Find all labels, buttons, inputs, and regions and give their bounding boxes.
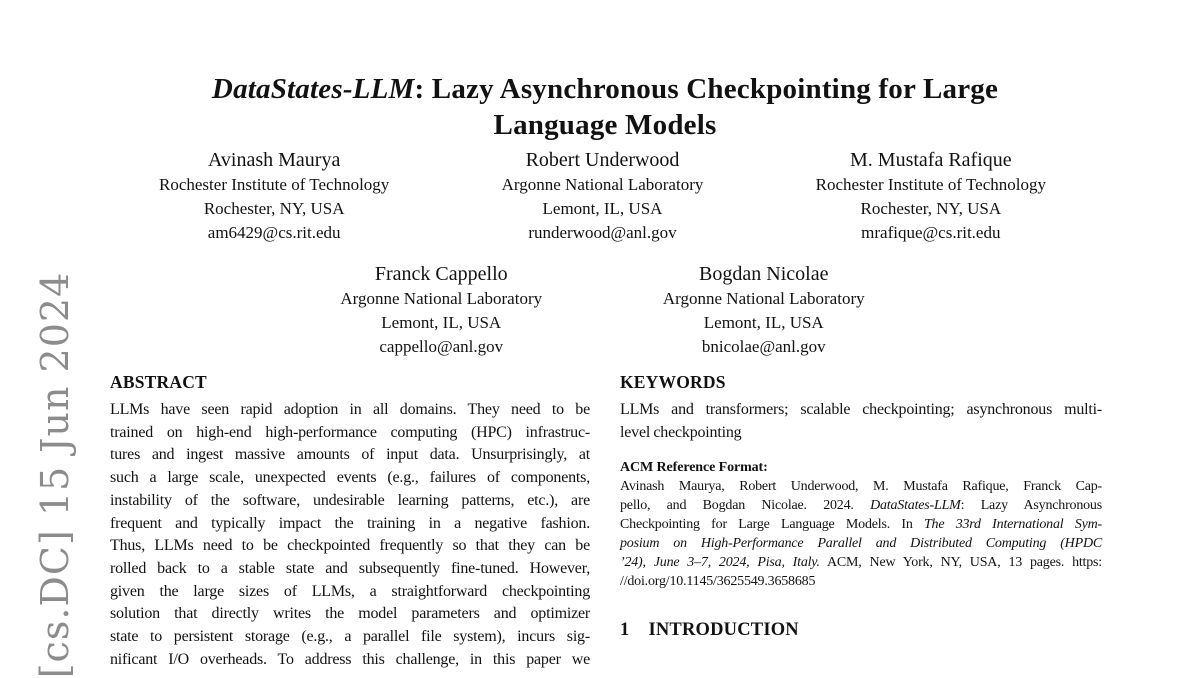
author-name: Bogdan Nicolae — [699, 263, 829, 285]
arxiv-sidebar-stamp: [cs.DC] 15 Jun 2024 — [33, 271, 77, 678]
text-line: tures and ingest massive amounts of input data. Unsurprisingly, at — [110, 446, 590, 464]
text-line: Checkpointing for Large Language Models. In The 33rd International Sym- — [620, 517, 1102, 533]
left-column — [110, 372, 590, 671]
text-line: frequent and typically impact the training in a negative fashion. — [110, 514, 590, 532]
author-location: Rochester, NY, USA — [860, 199, 1002, 218]
author-affiliation: Argonne National Laboratory — [662, 289, 865, 308]
keywords-heading: KEYWORDS — [620, 372, 726, 392]
paper-title — [140, 71, 1070, 143]
author-name: M. Mustafa Rafique — [850, 149, 1012, 171]
text-line: state to persistent storage (e.g., a parallel file system), incurs sig- — [110, 628, 590, 646]
abstract-text — [110, 399, 590, 671]
text-line: given the large sizes of LLMs, a straightforward checkpointing — [110, 582, 590, 600]
abstract-heading: ABSTRACT — [110, 372, 207, 392]
keywords-text — [620, 399, 1102, 444]
author-name: Avinash Maurya — [207, 149, 341, 171]
author-affiliation: Argonne National Laboratory — [340, 289, 543, 308]
text-line: DataStates-LLM: Lazy Asynchronous Checkpointing for Large — [211, 73, 999, 106]
text-line: solution that directly writes the model parameters and optimizer — [110, 605, 590, 623]
text-line: instability of the software, undesirable learning patterns, etc.), are — [110, 491, 590, 509]
author-card — [110, 147, 438, 245]
text-line: ’24), June 3–7, 2024, Pisa, Italy. ACM, New York, NY, USA, 13 pages. https: — [620, 555, 1102, 571]
acm-reference-heading: ACM Reference Format: — [620, 460, 768, 476]
author-email: am6429@cs.rit.edu — [207, 223, 341, 242]
text-line: Thus, LLMs need to be checkpointed frequently so that they can be — [110, 537, 590, 555]
author-email: runderwood@anl.gov — [528, 223, 677, 242]
author-name: Franck Cappello — [374, 263, 508, 285]
acm-reference-text — [620, 477, 1102, 591]
authors-row-2 — [280, 261, 925, 359]
author-email: bnicolae@anl.gov — [701, 337, 826, 356]
author-affiliation: Rochester Institute of Technology — [159, 175, 390, 194]
text-line: level checkpointing — [620, 423, 742, 441]
section-number: 1 — [620, 620, 630, 641]
text-line: Avinash Maurya, Robert Underwood, M. Mustafa Rafique, Franck Cap- — [620, 479, 1102, 495]
text-line: LLMs have seen rapid adoption in all domains. They need to be — [110, 401, 590, 418]
author-affiliation: Rochester Institute of Technology — [815, 175, 1046, 194]
author-email: cappello@anl.gov — [379, 337, 504, 356]
author-affiliation: Argonne National Laboratory — [501, 175, 704, 194]
section-title: INTRODUCTION — [648, 620, 799, 641]
text-line: trained on high-end high-performance computing (HPC) infrastruc- — [110, 423, 590, 441]
author-location: Lemont, IL, USA — [703, 313, 824, 332]
text-line: LLMs and transformers; scalable checkpointing; asynchronous multi- — [620, 401, 1102, 418]
author-email: mrafique@cs.rit.edu — [861, 223, 1001, 242]
text-line: rolled back to a stable state and subsequently fine-tuned. However, — [110, 559, 590, 577]
text-line: pello, and Bogdan Nicolae. 2024. DataStates-LLM: Lazy Asynchronous — [620, 498, 1102, 514]
text-line: //doi.org/10.1145/3625549.3658685 — [620, 574, 816, 590]
author-location: Rochester, NY, USA — [203, 199, 345, 218]
author-card — [603, 261, 926, 359]
text-line: nificant I/O overheads. To address this challenge, in this paper we — [110, 650, 590, 668]
text-line: such a large scale, unexpected events (e.g., failures of components, — [110, 469, 590, 487]
author-location: Lemont, IL, USA — [381, 313, 502, 332]
author-card — [280, 261, 603, 359]
text-line: Language Models — [493, 109, 717, 142]
author-name: Robert Underwood — [525, 149, 680, 171]
right-column — [620, 372, 1102, 641]
section-heading-introduction — [620, 620, 1102, 641]
author-card — [767, 147, 1095, 245]
acm-reference-block — [620, 458, 1102, 591]
author-location: Lemont, IL, USA — [542, 199, 663, 218]
author-card — [438, 147, 766, 245]
text-line: posium on High-Performance Parallel and Distributed Computing (HPDC — [620, 536, 1102, 552]
authors-row-1 — [110, 147, 1095, 245]
